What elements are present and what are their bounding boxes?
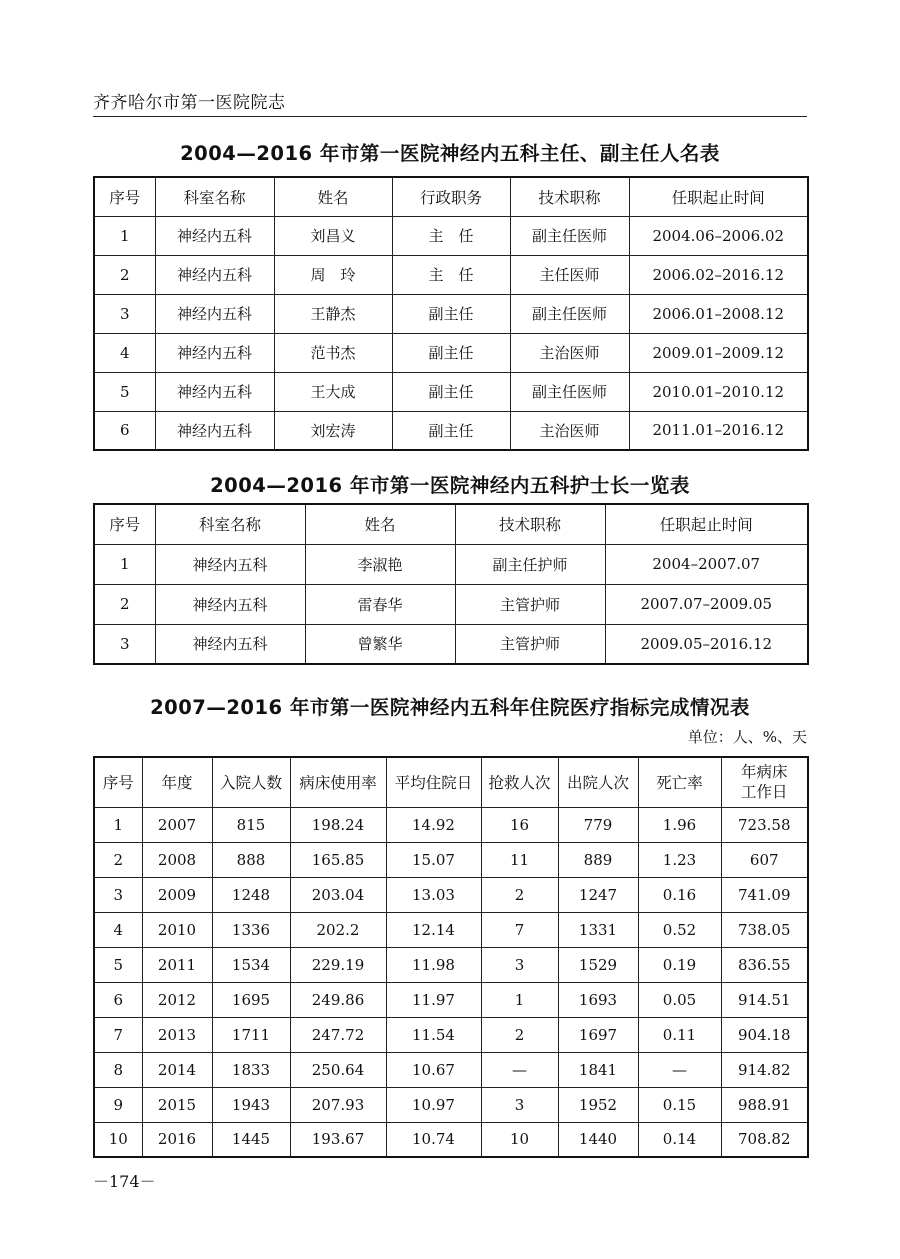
table-cell: 副主任 xyxy=(392,411,510,450)
table-cell: 主管护师 xyxy=(455,584,605,624)
table-cell: 副主任护师 xyxy=(455,544,605,584)
table-cell: 7 xyxy=(481,912,558,947)
table-cell: 1833 xyxy=(212,1052,290,1087)
table-cell: 0.16 xyxy=(638,877,721,912)
page-number: －174－ xyxy=(93,1172,156,1191)
table-row xyxy=(94,842,808,877)
table-cell: 1336 xyxy=(212,912,290,947)
table-cell: 副主任 xyxy=(392,294,510,333)
table-cell: 2008 xyxy=(142,842,212,877)
column-header: 科室名称 xyxy=(155,504,305,544)
table-cell: 神经内五科 xyxy=(155,411,274,450)
table-cell: 815 xyxy=(212,807,290,842)
table-cell: 主任医师 xyxy=(510,255,629,294)
table-cell: 主 任 xyxy=(392,216,510,255)
table-cell: 2009.05–2016.12 xyxy=(605,624,808,664)
column-header: 行政职务 xyxy=(392,177,510,216)
table-cell: 2013 xyxy=(142,1017,212,1052)
table-row xyxy=(94,333,808,372)
table-cell: 193.67 xyxy=(290,1122,386,1157)
table-cell: 11.54 xyxy=(386,1017,481,1052)
table-cell: 5 xyxy=(94,372,155,411)
table-cell: 15.07 xyxy=(386,842,481,877)
table-cell: 0.11 xyxy=(638,1017,721,1052)
table-cell: 914.82 xyxy=(721,1052,808,1087)
table-cell: 16 xyxy=(481,807,558,842)
table-cell: 3 xyxy=(94,624,155,664)
table-cell: 刘宏涛 xyxy=(274,411,392,450)
table-row xyxy=(94,947,808,982)
table-cell: 副主任医师 xyxy=(510,294,629,333)
head-nurse-table xyxy=(93,503,809,665)
column-header: 年度 xyxy=(142,757,212,807)
column-header: 病床使用率 xyxy=(290,757,386,807)
table-cell: 神经内五科 xyxy=(155,624,305,664)
table-cell: 1445 xyxy=(212,1122,290,1157)
table-row xyxy=(94,1087,808,1122)
table-cell: 11.98 xyxy=(386,947,481,982)
column-header: 任职起止时间 xyxy=(629,177,808,216)
table-cell: 曾繁华 xyxy=(305,624,455,664)
table-cell: 2015 xyxy=(142,1087,212,1122)
table-header-row xyxy=(94,504,808,544)
table-cell: 1.96 xyxy=(638,807,721,842)
table-cell: 2004.06–2006.02 xyxy=(629,216,808,255)
table-cell: 神经内五科 xyxy=(155,255,274,294)
table-cell: 神经内五科 xyxy=(155,544,305,584)
table-cell: 0.15 xyxy=(638,1087,721,1122)
table-cell: 10.74 xyxy=(386,1122,481,1157)
table-row xyxy=(94,624,808,664)
table-cell: 779 xyxy=(558,807,638,842)
table-cell: 4 xyxy=(94,333,155,372)
table-cell: 2004–2007.07 xyxy=(605,544,808,584)
table-row xyxy=(94,1122,808,1157)
table-cell: 范书杰 xyxy=(274,333,392,372)
table-cell: 2011 xyxy=(142,947,212,982)
table-cell: 1943 xyxy=(212,1087,290,1122)
table-cell: 738.05 xyxy=(721,912,808,947)
table-row xyxy=(94,982,808,1017)
table-cell: 1529 xyxy=(558,947,638,982)
table-cell: 904.18 xyxy=(721,1017,808,1052)
column-header: 姓名 xyxy=(274,177,392,216)
table-cell: 2009 xyxy=(142,877,212,912)
table-cell: 1 xyxy=(481,982,558,1017)
column-header: 科室名称 xyxy=(155,177,274,216)
table-header-row xyxy=(94,757,808,807)
table-cell: 207.93 xyxy=(290,1087,386,1122)
table-cell: 11.97 xyxy=(386,982,481,1017)
table-cell: 2016 xyxy=(142,1122,212,1157)
column-header: 入院人数 xyxy=(212,757,290,807)
table-cell: 10.67 xyxy=(386,1052,481,1087)
table1-title: 2004—2016 年市第一医院神经内五科主任、副主任人名表 xyxy=(180,142,720,165)
table-cell: 1331 xyxy=(558,912,638,947)
table-cell: 雷春华 xyxy=(305,584,455,624)
column-header: 出院人次 xyxy=(558,757,638,807)
table-cell: 1952 xyxy=(558,1087,638,1122)
table-cell: 607 xyxy=(721,842,808,877)
table-cell: 198.24 xyxy=(290,807,386,842)
table-cell: 8 xyxy=(94,1052,142,1087)
table-cell: 副主任 xyxy=(392,372,510,411)
table-cell: 副主任医师 xyxy=(510,216,629,255)
table-cell: 889 xyxy=(558,842,638,877)
directors-table xyxy=(93,176,809,451)
table-row xyxy=(94,584,808,624)
column-header: 技术职称 xyxy=(455,504,605,544)
table-cell: 1248 xyxy=(212,877,290,912)
table-cell: 4 xyxy=(94,912,142,947)
table-cell: 741.09 xyxy=(721,877,808,912)
table-cell: 9 xyxy=(94,1087,142,1122)
table-cell: 7 xyxy=(94,1017,142,1052)
column-header: 任职起止时间 xyxy=(605,504,808,544)
table-cell: 副主任 xyxy=(392,333,510,372)
table2-title: 2004—2016 年市第一医院神经内五科护士长一览表 xyxy=(210,474,690,497)
table-cell: 3 xyxy=(94,294,155,333)
table-cell: 2006.01–2008.12 xyxy=(629,294,808,333)
table-cell: 王大成 xyxy=(274,372,392,411)
table-row xyxy=(94,1017,808,1052)
table-cell: 1247 xyxy=(558,877,638,912)
table-cell: 副主任医师 xyxy=(510,372,629,411)
table-cell: 1 xyxy=(94,807,142,842)
table-cell: 周 玲 xyxy=(274,255,392,294)
table-cell: 10.97 xyxy=(386,1087,481,1122)
table-cell: 988.91 xyxy=(721,1087,808,1122)
table-cell: 1440 xyxy=(558,1122,638,1157)
column-header: 序号 xyxy=(94,504,155,544)
table-cell: 神经内五科 xyxy=(155,584,305,624)
table-cell: 836.55 xyxy=(721,947,808,982)
table-cell: 刘昌义 xyxy=(274,216,392,255)
table-cell: — xyxy=(638,1052,721,1087)
table-row xyxy=(94,544,808,584)
table-cell: 2011.01–2016.12 xyxy=(629,411,808,450)
table-cell: 2007.07–2009.05 xyxy=(605,584,808,624)
table-row xyxy=(94,216,808,255)
table-cell: 6 xyxy=(94,982,142,1017)
inpatient-indicators-table xyxy=(93,756,809,1158)
table-cell: 神经内五科 xyxy=(155,294,274,333)
table-cell: 2 xyxy=(481,1017,558,1052)
header-rule xyxy=(93,116,807,117)
table-cell: 723.58 xyxy=(721,807,808,842)
table-cell: 1695 xyxy=(212,982,290,1017)
table-cell: 2009.01–2009.12 xyxy=(629,333,808,372)
column-header: 平均住院日 xyxy=(386,757,481,807)
table-cell: 1697 xyxy=(558,1017,638,1052)
table-cell: 2 xyxy=(94,584,155,624)
table-cell: 5 xyxy=(94,947,142,982)
table-cell: 1711 xyxy=(212,1017,290,1052)
table-cell: 14.92 xyxy=(386,807,481,842)
unit-label: 单位：人、%、天 xyxy=(687,728,807,746)
table-cell: 3 xyxy=(481,1087,558,1122)
table-cell: 神经内五科 xyxy=(155,216,274,255)
table-cell: 708.82 xyxy=(721,1122,808,1157)
table-cell: 3 xyxy=(481,947,558,982)
table-cell: 王静杰 xyxy=(274,294,392,333)
table-cell: 2012 xyxy=(142,982,212,1017)
column-header: 技术职称 xyxy=(510,177,629,216)
table-cell: 203.04 xyxy=(290,877,386,912)
column-header: 年病床 工作日 xyxy=(721,757,808,807)
table-cell: 2010 xyxy=(142,912,212,947)
table-cell: 0.52 xyxy=(638,912,721,947)
table-cell: 神经内五科 xyxy=(155,333,274,372)
table-cell: 2014 xyxy=(142,1052,212,1087)
table-cell: 2006.02–2016.12 xyxy=(629,255,808,294)
table-cell: 0.19 xyxy=(638,947,721,982)
table-cell: 1 xyxy=(94,216,155,255)
column-header: 死亡率 xyxy=(638,757,721,807)
table-cell: 神经内五科 xyxy=(155,372,274,411)
table-row xyxy=(94,912,808,947)
table-cell: 13.03 xyxy=(386,877,481,912)
table-cell: 1.23 xyxy=(638,842,721,877)
table-cell: 2 xyxy=(94,255,155,294)
column-header: 抢救人次 xyxy=(481,757,558,807)
table-cell: 6 xyxy=(94,411,155,450)
table-cell: 主 任 xyxy=(392,255,510,294)
table3-title: 2007—2016 年市第一医院神经内五科年住院医疗指标完成情况表 xyxy=(150,696,750,719)
table-cell: 914.51 xyxy=(721,982,808,1017)
table-row xyxy=(94,877,808,912)
table-row xyxy=(94,411,808,450)
book-title: 齐齐哈尔市第一医院院志 xyxy=(93,93,286,113)
table-cell: 249.86 xyxy=(290,982,386,1017)
table-cell: 165.85 xyxy=(290,842,386,877)
table-cell: 2 xyxy=(94,842,142,877)
table-cell: 247.72 xyxy=(290,1017,386,1052)
table-row xyxy=(94,372,808,411)
table-cell: 1693 xyxy=(558,982,638,1017)
table-cell: 2007 xyxy=(142,807,212,842)
table-cell: 李淑艳 xyxy=(305,544,455,584)
table-cell: 主管护师 xyxy=(455,624,605,664)
table-row xyxy=(94,1052,808,1087)
table-cell: 0.14 xyxy=(638,1122,721,1157)
table-row xyxy=(94,294,808,333)
table-cell: 2010.01–2010.12 xyxy=(629,372,808,411)
table-cell: 250.64 xyxy=(290,1052,386,1087)
table-cell: 主治医师 xyxy=(510,411,629,450)
column-header: 序号 xyxy=(94,177,155,216)
table-row xyxy=(94,255,808,294)
table-cell: 1841 xyxy=(558,1052,638,1087)
column-header: 姓名 xyxy=(305,504,455,544)
table-row xyxy=(94,807,808,842)
table-cell: 202.2 xyxy=(290,912,386,947)
table-cell: 12.14 xyxy=(386,912,481,947)
table-cell: 10 xyxy=(94,1122,142,1157)
table-cell: 1 xyxy=(94,544,155,584)
table-cell: 229.19 xyxy=(290,947,386,982)
table-cell: 1534 xyxy=(212,947,290,982)
table-cell: 2 xyxy=(481,877,558,912)
table-cell: 主治医师 xyxy=(510,333,629,372)
table-cell: 10 xyxy=(481,1122,558,1157)
table-cell: 888 xyxy=(212,842,290,877)
table-cell: 0.05 xyxy=(638,982,721,1017)
column-header: 序号 xyxy=(94,757,142,807)
table-cell: — xyxy=(481,1052,558,1087)
table-cell: 11 xyxy=(481,842,558,877)
table-cell: 3 xyxy=(94,877,142,912)
table-header-row xyxy=(94,177,808,216)
